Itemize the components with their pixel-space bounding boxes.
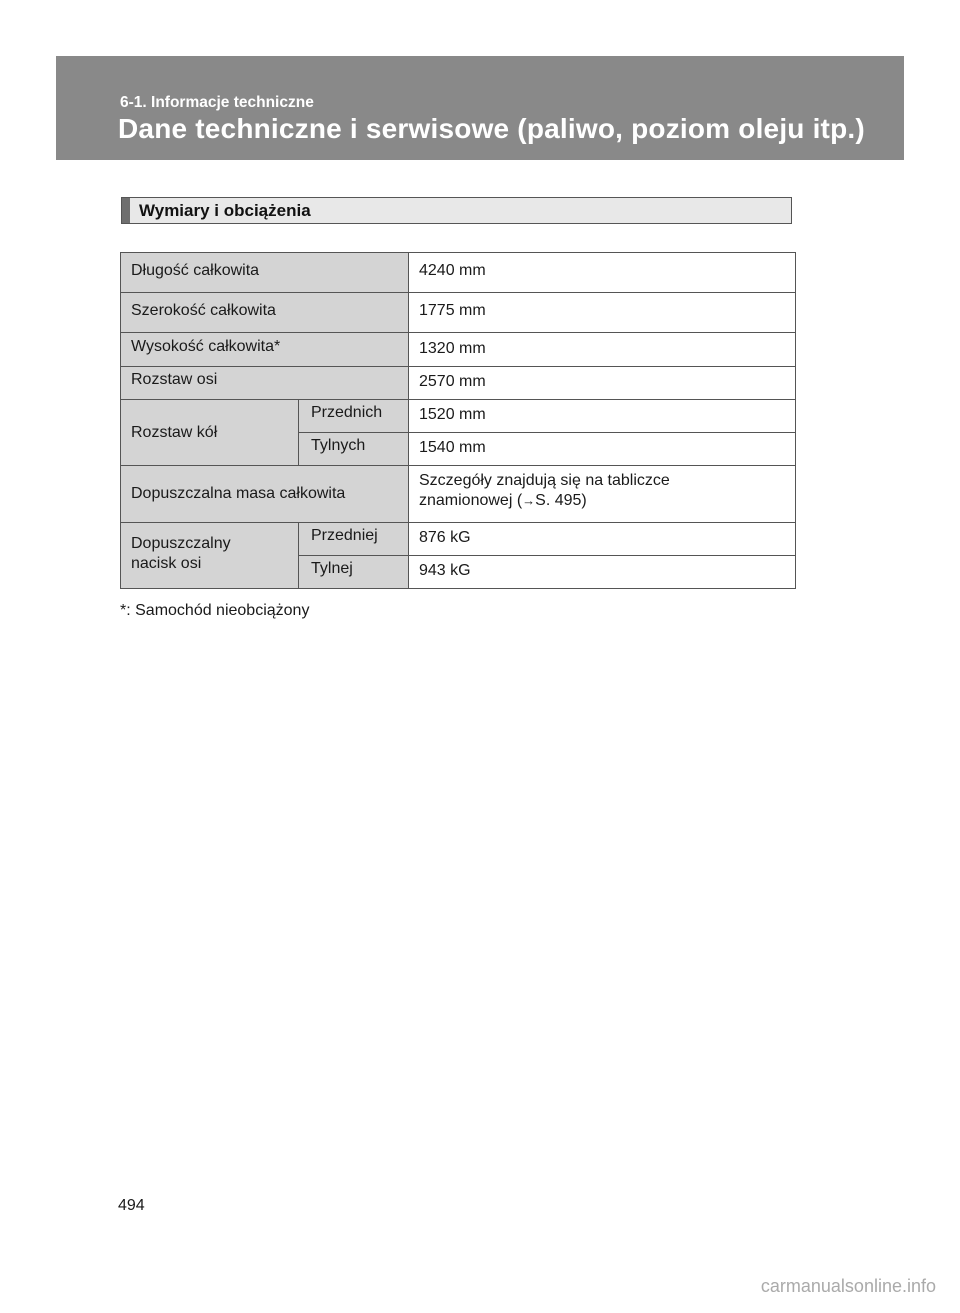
page-title: Dane techniczne i serwisowe (paliwo, poziom oleju itp.)	[118, 113, 865, 144]
table-cell-value	[409, 466, 796, 523]
table-cell-value	[409, 367, 796, 400]
nacisk-label	[121, 523, 298, 574]
przednich-label: Przednich	[311, 404, 383, 421]
watermark: carmanualsonline.info	[760, 1276, 936, 1296]
arrow-right-icon: →	[522, 493, 536, 508]
table-cell-label	[121, 253, 409, 293]
masa-value	[409, 466, 795, 511]
footnote: *: Samochód nieobciążony	[120, 602, 310, 619]
table-row	[121, 523, 796, 556]
subheading-box	[121, 197, 792, 224]
section-label: 6-1. Informacje techniczne	[120, 94, 314, 111]
tylnych-label: Tylnych	[311, 437, 366, 454]
subheading-text: Wymiary i obciążenia	[139, 201, 311, 220]
table-cell-value	[409, 523, 796, 556]
nacisk-label-line2: nacisk osi	[131, 555, 202, 572]
table-cell-label	[121, 466, 409, 523]
table-cell-label	[121, 293, 409, 333]
subheading-marker	[122, 198, 130, 223]
nacisk-label-line1: Dopuszczalny	[131, 535, 231, 552]
table-row	[121, 253, 796, 293]
table-cell-label	[121, 400, 299, 466]
table-cell-value	[409, 433, 796, 466]
wysokosc-label: Wysokość całkowita*	[131, 338, 281, 355]
table-row	[121, 466, 796, 523]
masa-value-line1: Szczegóły znajdują się na tabliczce	[419, 472, 670, 489]
table-row	[121, 293, 796, 333]
table-cell-sublabel	[299, 556, 409, 589]
table-cell-sublabel	[299, 433, 409, 466]
specs-table	[120, 252, 796, 589]
przednich-value: 1520 mm	[419, 406, 486, 423]
masa-value-line2	[419, 491, 785, 511]
przedniej-label: Przedniej	[311, 527, 378, 544]
rozstaw-osi-label: Rozstaw osi	[131, 371, 218, 388]
table-cell-sublabel	[299, 400, 409, 433]
table-row	[121, 333, 796, 367]
table-cell-value	[409, 293, 796, 333]
table-cell-value	[409, 253, 796, 293]
masa-value-prefix: znamionowej (	[419, 492, 523, 509]
rozstaw-osi-value: 2570 mm	[419, 373, 486, 390]
przedniej-value: 876 kG	[419, 529, 471, 546]
szerokosc-value: 1775 mm	[419, 302, 486, 319]
table-cell-value	[409, 556, 796, 589]
tylnych-value: 1540 mm	[419, 439, 486, 456]
table-row	[121, 400, 796, 433]
page-reference-link[interactable]: S. 495)	[535, 492, 587, 509]
page-number: 494	[118, 1197, 145, 1214]
wysokosc-value: 1320 mm	[419, 340, 486, 357]
table-row	[121, 367, 796, 400]
tylnej-label: Tylnej	[311, 560, 353, 577]
szerokosc-label: Szerokość całkowita	[131, 302, 276, 319]
table-cell-label	[121, 367, 409, 400]
masa-label: Dopuszczalna masa całkowita	[131, 485, 346, 502]
dlugosc-value: 4240 mm	[419, 262, 486, 279]
table-cell-value	[409, 333, 796, 367]
table-cell-label	[121, 523, 299, 589]
table-cell-value	[409, 400, 796, 433]
dlugosc-label: Długość całkowita	[131, 262, 260, 279]
table-cell-sublabel	[299, 523, 409, 556]
rozstaw-kol-label: Rozstaw kół	[131, 423, 218, 441]
tylnej-value: 943 kG	[419, 562, 471, 579]
table-cell-label	[121, 333, 409, 367]
